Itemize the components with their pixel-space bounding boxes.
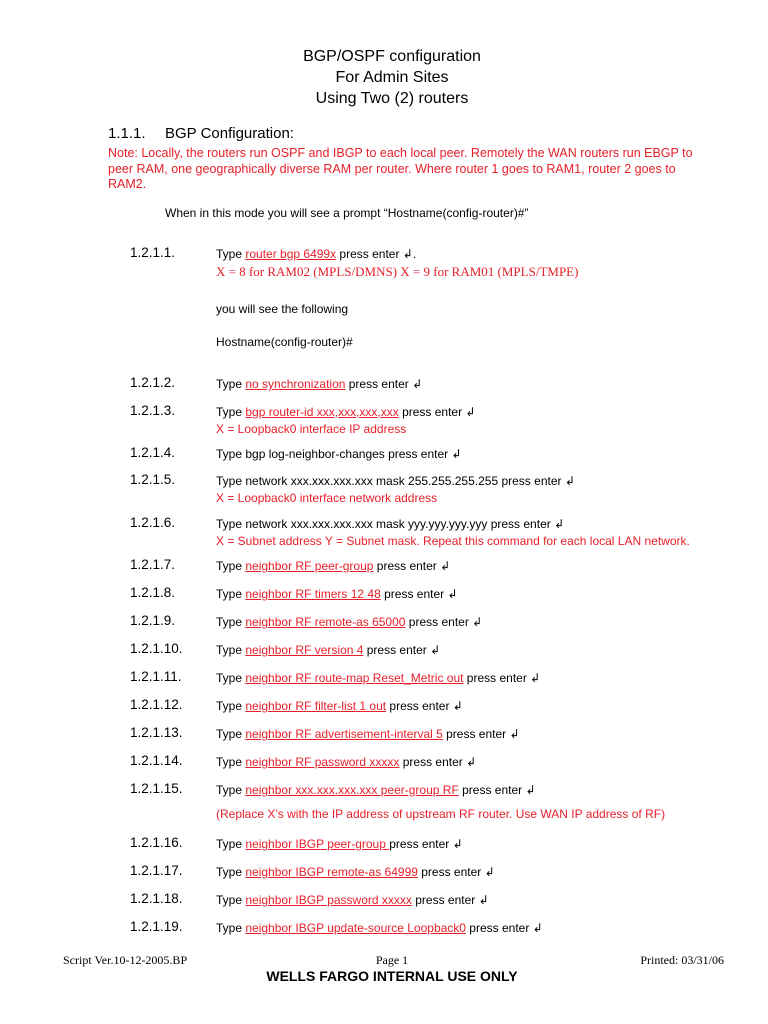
step-suffix: press enter ↲ [458, 783, 536, 797]
step-number: 1.2.1.4. [130, 445, 176, 460]
step-instruction [216, 755, 476, 769]
step-suffix: press enter ↲ [363, 643, 441, 657]
step-instruction [216, 699, 463, 713]
step-prefix: Type [216, 405, 246, 419]
step-command: neighbor RF timers 12 48 [245, 587, 381, 601]
step-command: neighbor RF version 4 [245, 643, 364, 657]
step-number: 1.2.1.6. [130, 515, 176, 530]
step-number: 1.2.1.1. [130, 245, 176, 260]
doc-title-line-3: Using Two (2) routers [315, 90, 469, 107]
step-output-prompt: Hostname(config-router)# [216, 335, 353, 349]
step-prefix: Type [216, 559, 246, 573]
step-command: no synchronization [245, 377, 346, 391]
note-line-1: Note: Locally, the routers run OSPF and IBGP to each local peer. Remotely the WAN routers run EBGP to [108, 146, 693, 160]
step-instruction [216, 247, 416, 261]
step-instruction [216, 405, 476, 419]
footer-page-number: Page 1 [375, 953, 409, 967]
step-command: neighbor RF password xxxxx [245, 755, 400, 769]
step-note: X = Loopback0 interface network address [216, 491, 438, 505]
step-prefix: Type network xxx.xxx.xxx.xxx mask yyy.yyy.yyy.yyy press enter ↲ [216, 517, 565, 531]
step-number: 1.2.1.7. [130, 557, 176, 572]
step-number: 1.2.1.9. [130, 613, 176, 628]
step-command: neighbor RF peer-group [245, 559, 374, 573]
step-prefix: Type bgp log-neighbor-changes press enter ↲ [216, 447, 462, 461]
step-suffix: press enter ↲ [386, 699, 463, 713]
step-suffix: press enter ↲ [405, 615, 483, 629]
step-command: neighbor RF remote-as 65000 [245, 615, 406, 629]
step-prefix: Type [216, 837, 246, 851]
step-prefix: Type [216, 643, 246, 657]
step-number: 1.2.1.11. [130, 669, 182, 684]
step-number: 1.2.1.10. [130, 641, 183, 656]
section-number: 1.1.1. [108, 125, 146, 142]
step-suffix: press enter ↲ [398, 405, 476, 419]
step-number: 1.2.1.8. [130, 585, 176, 600]
step-number: 1.2.1.19. [130, 919, 183, 934]
prompt-intro: When in this mode you will see a prompt “Hostname(config-router)#” [165, 206, 529, 220]
step-suffix: press enter ↲ [380, 587, 458, 601]
footer-printed-date: Printed: 03/31/06 [640, 953, 724, 967]
step-number: 1.2.1.14. [130, 753, 183, 768]
step-number: 1.2.1.15. [130, 781, 183, 796]
step-instruction [216, 643, 440, 657]
step-command: router bgp 6499x [245, 247, 337, 261]
step-prefix: Type [216, 247, 246, 261]
step-number: 1.2.1.16. [130, 835, 183, 850]
step-suffix: press enter ↲ [389, 837, 463, 851]
step-command: bgp router-id xxx,xxx,xxx,xxx [245, 405, 399, 419]
step-instruction [216, 837, 463, 851]
step-command: neighbor IBGP password xxxxx [245, 893, 412, 907]
step-command: neighbor IBGP update-source Loopback0 [245, 921, 466, 935]
step-instruction [216, 671, 540, 685]
step-output-intro: you will see the following [216, 302, 349, 316]
step-suffix: press enter ↲ [442, 727, 520, 741]
step-command: neighbor IBGP remote-as 64999 [245, 865, 418, 879]
step-suffix: press enter ↲ [373, 559, 451, 573]
step-note: X = 8 for RAM02 (MPLS/DMNS) X = 9 for RAM01 (MPLS/TMPE) [216, 264, 579, 279]
step-instruction [216, 865, 495, 879]
step-suffix: press enter ↲ [463, 671, 541, 685]
step-prefix: Type [216, 615, 246, 629]
step-instruction [216, 377, 422, 391]
doc-title-line-1: BGP/OSPF configuration [303, 48, 481, 65]
step-number: 1.2.1.3. [130, 403, 176, 418]
doc-title-line-2: For Admin Sites [335, 69, 449, 86]
step-prefix: Type [216, 587, 246, 601]
step-prefix: Type network xxx.xxx.xxx.xxx mask 255.255.255.255 press enter ↲ [216, 474, 575, 488]
step-instruction [216, 474, 575, 488]
step-suffix: press enter ↲ [399, 755, 477, 769]
step-note: X = Loopback0 interface IP address [216, 422, 407, 436]
step-prefix: Type [216, 921, 246, 935]
step-command: neighbor RF filter-list 1 out [245, 699, 387, 713]
step-suffix: press enter ↲ [345, 377, 423, 391]
step-instruction [216, 727, 520, 741]
step-note: X = Subnet address Y = Subnet mask. Repeat this command for each local LAN network. [216, 534, 690, 548]
step-command: neighbor IBGP peer-group [245, 837, 390, 851]
step-instruction [216, 559, 450, 573]
step-instruction [216, 587, 458, 601]
step-number: 1.2.1.18. [130, 891, 183, 906]
step-prefix: Type [216, 727, 246, 741]
step-prefix: Type [216, 755, 246, 769]
section-heading: BGP Configuration: [165, 125, 294, 142]
note-line-2: peer RAM, one geographically diverse RAM per router. Where router 1 goes to RAM1, router 2 goes to [108, 162, 676, 176]
step-instruction [216, 921, 543, 935]
step-note: (Replace X’s with the IP address of upstream RF router. Use WAN IP address of RF) [216, 807, 666, 821]
step-prefix: Type [216, 783, 246, 797]
note-line-3: RAM2. [108, 177, 147, 191]
step-command: neighbor RF route-map Reset_Metric out [245, 671, 464, 685]
step-suffix: press enter ↲ [465, 921, 543, 935]
footer-classification: WELLS FARGO INTERNAL USE ONLY [266, 968, 518, 984]
step-number: 1.2.1.17. [130, 863, 183, 878]
step-command: neighbor xxx.xxx.xxx.xxx peer-group RF [245, 783, 459, 797]
step-number: 1.2.1.12. [130, 697, 183, 712]
step-instruction [216, 447, 462, 461]
step-number: 1.2.1.5. [130, 472, 176, 487]
step-prefix: Type [216, 893, 246, 907]
step-instruction [216, 517, 564, 531]
step-prefix: Type [216, 377, 246, 391]
step-suffix: press enter ↲. [336, 247, 417, 261]
step-number: 1.2.1.13. [130, 725, 183, 740]
footer-script-version: Script Ver.10-12-2005.BP [63, 953, 188, 967]
step-command: neighbor RF advertisement-interval 5 [245, 727, 443, 741]
step-instruction [216, 783, 536, 797]
step-prefix: Type [216, 671, 246, 685]
step-suffix: press enter ↲ [411, 893, 489, 907]
step-instruction [216, 893, 489, 907]
step-number: 1.2.1.2. [130, 375, 176, 390]
step-prefix: Type [216, 865, 246, 879]
step-instruction [216, 615, 482, 629]
step-prefix: Type [216, 699, 246, 713]
step-suffix: press enter ↲ [417, 865, 495, 879]
